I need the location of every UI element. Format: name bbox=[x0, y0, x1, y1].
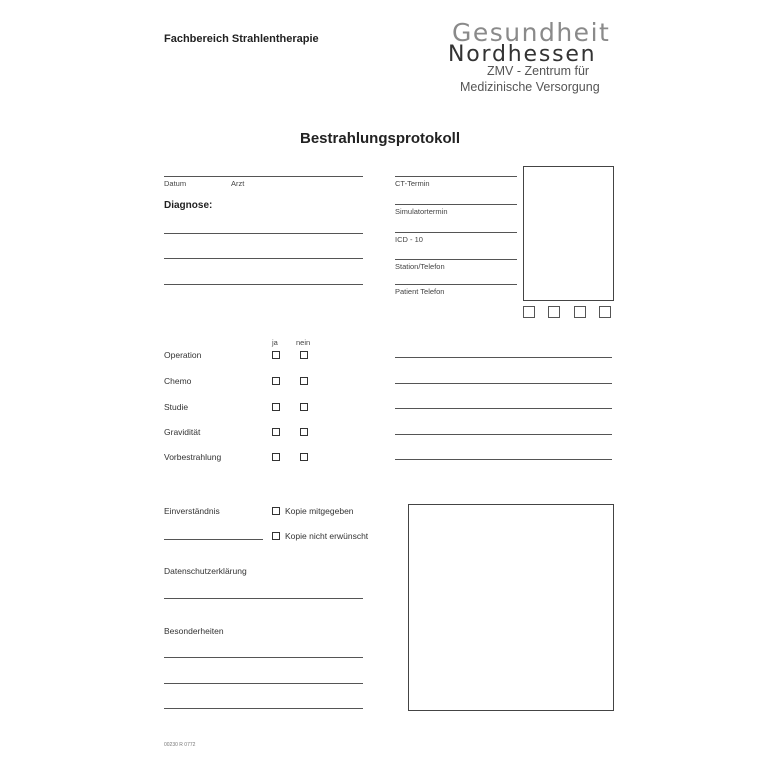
chemo-note-line[interactable] bbox=[395, 383, 612, 384]
kopie-mitgegeben-checkbox[interactable] bbox=[272, 507, 280, 515]
patient-telefon-label: Patient Telefon bbox=[395, 287, 445, 296]
besonderheiten-line-3[interactable] bbox=[164, 708, 363, 709]
einverstaendnis-label: Einverständnis bbox=[164, 506, 220, 516]
simulatortermin-label: Simulatortermin bbox=[395, 207, 448, 216]
datenschutz-line[interactable] bbox=[164, 598, 363, 599]
besonderheiten-line-1[interactable] bbox=[164, 657, 363, 658]
studie-ja-checkbox[interactable] bbox=[272, 403, 280, 411]
icd-label: ICD - 10 bbox=[395, 235, 423, 244]
arzt-label: Arzt bbox=[231, 179, 245, 188]
datum-line[interactable] bbox=[164, 176, 363, 177]
station-label: Station/Telefon bbox=[395, 262, 445, 271]
vorbestrahlung-ja-checkbox[interactable] bbox=[272, 453, 280, 461]
logo-line-1: Gesundheit bbox=[452, 18, 611, 47]
marker-square-3[interactable] bbox=[574, 306, 586, 318]
operation-note-line[interactable] bbox=[395, 357, 612, 358]
studie-nein-checkbox[interactable] bbox=[300, 403, 308, 411]
diagnose-line-2[interactable] bbox=[164, 258, 363, 259]
col-nein-header: nein bbox=[296, 338, 311, 347]
besonderheiten-line-2[interactable] bbox=[164, 683, 363, 684]
diagnose-line-1[interactable] bbox=[164, 233, 363, 234]
col-ja-header: ja bbox=[272, 338, 278, 347]
chemo-ja-checkbox[interactable] bbox=[272, 377, 280, 385]
document-title: Bestrahlungsprotokoll bbox=[300, 130, 461, 147]
chemo-label: Chemo bbox=[164, 376, 192, 386]
operation-nein-checkbox[interactable] bbox=[300, 351, 308, 359]
patient-telefon-line[interactable] bbox=[395, 284, 517, 285]
kopie-nicht-checkbox[interactable] bbox=[272, 532, 280, 540]
marker-square-2[interactable] bbox=[548, 306, 560, 318]
datenschutz-label: Datenschutzerklärung bbox=[164, 566, 247, 576]
icd-line[interactable] bbox=[395, 232, 517, 233]
graviditaet-nein-checkbox[interactable] bbox=[300, 428, 308, 436]
simulatortermin-line[interactable] bbox=[395, 204, 517, 205]
studie-label: Studie bbox=[164, 402, 189, 412]
operation-ja-checkbox[interactable] bbox=[272, 351, 280, 359]
notes-box[interactable] bbox=[408, 504, 614, 711]
datum-label: Datum bbox=[164, 179, 187, 188]
ct-termin-label: CT-Termin bbox=[395, 179, 430, 188]
vorbestrahlung-note-line[interactable] bbox=[395, 459, 612, 460]
vorbestrahlung-label: Vorbestrahlung bbox=[164, 452, 222, 462]
logo-line-4: Medizinische Versorgung bbox=[460, 80, 600, 94]
besonderheiten-label: Besonderheiten bbox=[164, 626, 224, 636]
department-title: Fachbereich Strahlentherapie bbox=[164, 33, 319, 45]
graviditaet-ja-checkbox[interactable] bbox=[272, 428, 280, 436]
marker-square-4[interactable] bbox=[599, 306, 611, 318]
diagnose-label: Diagnose: bbox=[164, 200, 213, 211]
graviditaet-note-line[interactable] bbox=[395, 434, 612, 435]
station-line[interactable] bbox=[395, 259, 517, 260]
kopie-mitgegeben-label: Kopie mitgegeben bbox=[285, 506, 354, 516]
logo-line-3: ZMV - Zentrum für bbox=[487, 64, 590, 78]
form-code: 00230 R 0772 bbox=[164, 742, 196, 748]
operation-label: Operation bbox=[164, 350, 202, 360]
chemo-nein-checkbox[interactable] bbox=[300, 377, 308, 385]
marker-square-1[interactable] bbox=[523, 306, 535, 318]
patient-label-box[interactable] bbox=[523, 166, 614, 301]
ct-termin-line[interactable] bbox=[395, 176, 517, 177]
einverstaendnis-line[interactable] bbox=[164, 539, 263, 540]
diagnose-line-3[interactable] bbox=[164, 284, 363, 285]
graviditaet-label: Gravidität bbox=[164, 427, 201, 437]
logo-line-2: Nordhessen bbox=[448, 42, 597, 67]
vorbestrahlung-nein-checkbox[interactable] bbox=[300, 453, 308, 461]
studie-note-line[interactable] bbox=[395, 408, 612, 409]
kopie-nicht-label: Kopie nicht erwünscht bbox=[285, 531, 369, 541]
